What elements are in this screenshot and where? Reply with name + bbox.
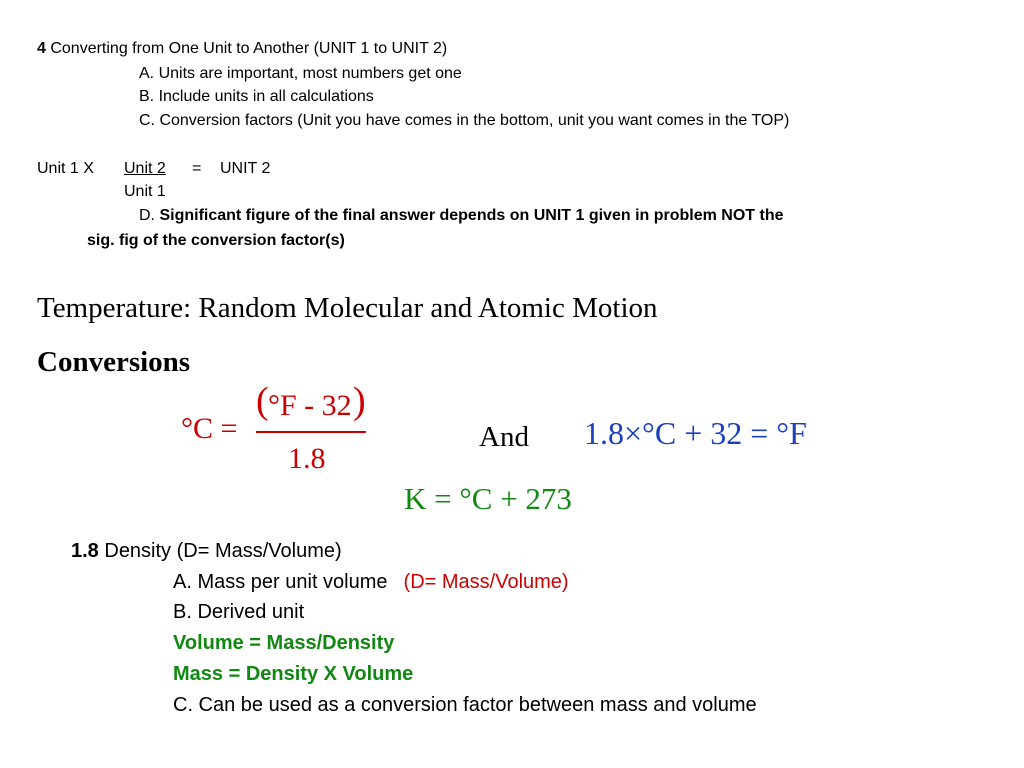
density-item-b: B. Derived unit (173, 601, 305, 623)
density-item-c: C. Can be used as a conversion factor between mass and volume (173, 694, 757, 716)
section4-item-d-prefix: D. (139, 207, 160, 224)
temperature-heading: Temperature: Random Molecular and Atomic Motion (37, 292, 658, 324)
section4-heading (37, 41, 447, 57)
fahrenheit-formula: 1.8×°C + 32 = °F (584, 415, 807, 451)
section4-number: 4 (37, 40, 46, 57)
section4-item-a: A. Units are important, most numbers get one (139, 65, 462, 82)
unit-formula-result: UNIT 2 (220, 160, 271, 177)
celsius-formula-numerator: °F - 32 (268, 389, 352, 422)
section4-item-b: B. Include units in all calculations (139, 88, 374, 105)
section4-item-d-continuation: sig. fig of the conversion factor(s) (87, 232, 345, 249)
unit-formula-left: Unit 1 X (37, 160, 94, 177)
unit-formula-numerator: Unit 2 (124, 160, 166, 177)
celsius-formula-lhs: °C = (181, 412, 238, 445)
density-item-a-text: A. Mass per unit volume (173, 571, 388, 593)
celsius-formula-denominator: 1.8 (288, 442, 326, 475)
density-item-a (173, 572, 569, 592)
celsius-formula-open-paren: ( (256, 380, 269, 422)
volume-formula: Volume = Mass/Density (173, 632, 395, 654)
section4-item-d-bold: Significant figure of the final answer depends on UNIT 1 given in problem NOT the (159, 207, 784, 224)
mass-formula: Mass = Density X Volume (173, 663, 414, 685)
section4-item-d (139, 208, 784, 224)
and-label: And (479, 421, 529, 453)
density-number: 1.8 (71, 540, 99, 562)
unit-formula-denominator: Unit 1 (124, 183, 166, 200)
unit-formula-equals: = (192, 160, 202, 177)
kelvin-formula: K = °C + 273 (404, 481, 572, 516)
density-item-a-note: (D= Mass/Volume) (403, 571, 569, 593)
section4-title: Converting from One Unit to Another (UNIT 1 to UNIT 2) (45, 40, 448, 57)
density-heading (71, 541, 342, 561)
section4-item-c: C. Conversion factors (Unit you have comes in the bottom, unit you want comes in the TOP) (139, 112, 790, 129)
density-title: Density (D= Mass/Volume) (98, 540, 342, 562)
conversions-heading: Conversions (37, 346, 191, 378)
celsius-fraction-bar (256, 431, 366, 433)
celsius-formula-close-paren: ) (353, 380, 366, 422)
